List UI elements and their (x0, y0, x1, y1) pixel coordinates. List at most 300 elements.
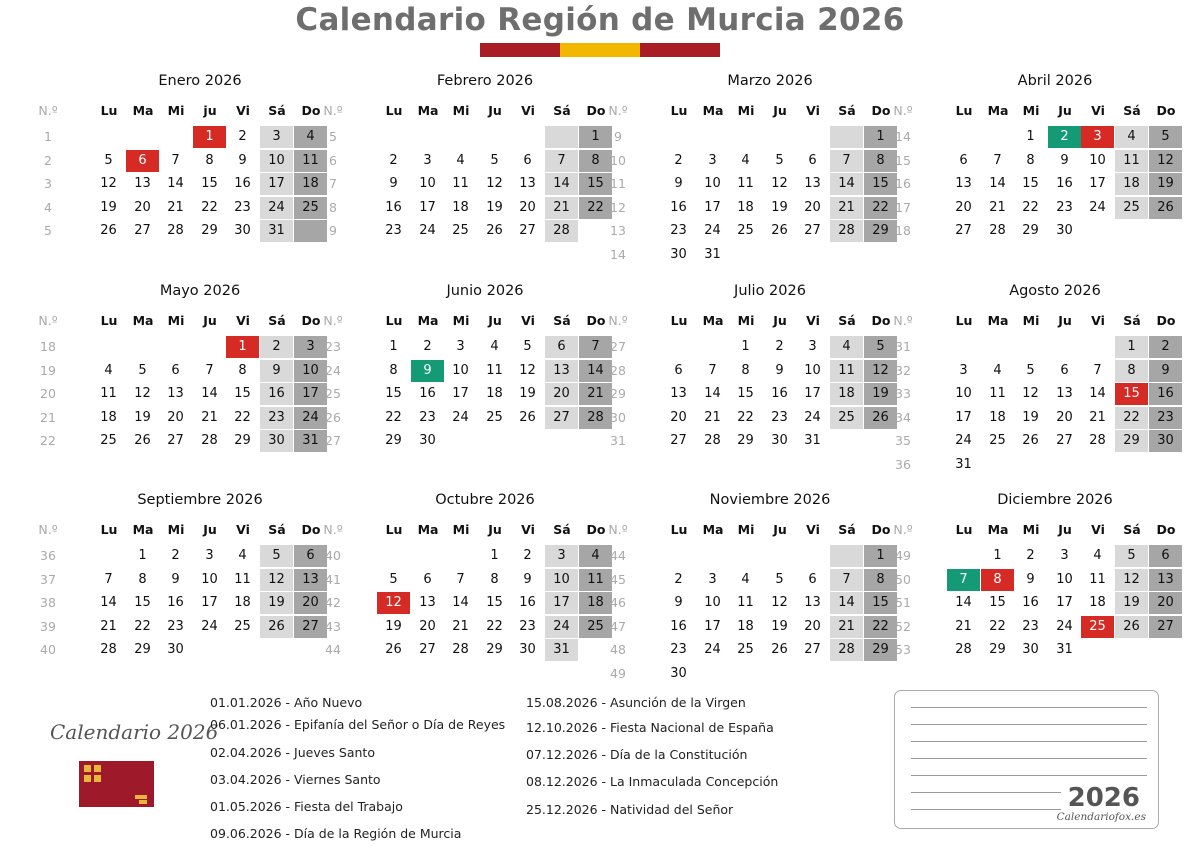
day-cell: 4 (238, 548, 247, 563)
castle-icon (84, 765, 91, 772)
day-cell: 23 (1056, 199, 1073, 215)
month-title: Abril 2026 (1017, 73, 1093, 89)
day-cell: 22 (864, 197, 897, 219)
day-cell: 8 (238, 362, 247, 378)
weekday-label: Ma (132, 103, 154, 118)
day-cell: 15 (234, 386, 251, 401)
weekday-label: Lu (100, 103, 118, 118)
week-number-header: N.º (608, 522, 628, 537)
day-cell: 15 (1115, 383, 1148, 405)
day-cell: 25 (737, 642, 754, 657)
weekday-label: Ju (203, 522, 217, 537)
week-number-header: N.º (323, 522, 343, 537)
day-cell: 26 (1149, 197, 1182, 219)
week-number: 24 (325, 362, 341, 378)
day-cell: 14 (704, 386, 721, 401)
day-cell: 14 (830, 592, 863, 614)
day-cell: 21 (545, 197, 578, 219)
day-cell: 2 (523, 548, 532, 563)
day-cell: 25 (1115, 197, 1148, 219)
day-cell: 19 (385, 618, 402, 634)
weekday-label: Mi (737, 313, 755, 328)
day-cell: 27 (519, 223, 536, 238)
weekday-label: Vi (806, 103, 820, 118)
weekday-label: Lu (385, 103, 403, 118)
week-number: 19 (40, 362, 56, 378)
weekday-label: Vi (236, 103, 250, 118)
day-cell: 2 (260, 336, 293, 358)
day-cell: 30 (419, 433, 436, 448)
day-cell: 26 (486, 223, 503, 238)
weekday-label: Vi (1091, 103, 1105, 118)
week-number: 29 (610, 386, 626, 401)
weekday-label: Lu (670, 313, 688, 328)
week-number: 12 (610, 199, 626, 215)
day-cell: 1 (226, 336, 259, 358)
day-cell: 7 (456, 571, 465, 587)
day-cell: 2 (171, 548, 180, 563)
day-cell: 4 (830, 336, 863, 358)
weekday-label: Lu (100, 313, 118, 328)
week-number: 16 (895, 176, 911, 191)
day-cell: 28 (989, 223, 1006, 238)
weekday-label: Mi (1022, 103, 1040, 118)
day-cell: 24 (260, 197, 293, 219)
week-number: 34 (895, 409, 911, 425)
week-number: 27 (325, 433, 341, 448)
day-cell: 4 (490, 339, 499, 354)
day-cell: 25 (452, 223, 469, 238)
weekday-label: Ma (987, 103, 1009, 118)
day-cell: 26 (134, 433, 151, 448)
day-cell: 11 (452, 176, 469, 191)
day-cell: 2 (674, 571, 683, 587)
day-cell: 21 (955, 618, 972, 634)
note-line (911, 775, 1147, 776)
day-cell: 31 (294, 430, 327, 452)
weekday-label: Do (301, 103, 321, 118)
day-cell: 17 (419, 199, 436, 215)
day-cell: 30 (1056, 223, 1073, 238)
day-cell: 17 (260, 173, 293, 195)
day-cell: 25 (1081, 616, 1114, 638)
stripe-red-right (640, 43, 720, 57)
notes-box (894, 690, 1159, 829)
day-cell: 22 (989, 618, 1006, 634)
day-cell: 9 (674, 595, 683, 610)
day-cell: 13 (419, 595, 436, 610)
day-cell: 31 (704, 246, 721, 262)
day-cell: 4 (741, 152, 750, 168)
day-cell: 25 (579, 616, 612, 638)
week-number: 27 (610, 339, 626, 354)
day-cell: 12 (1149, 150, 1182, 172)
day-cell: 21 (830, 197, 863, 219)
day-cell: 28 (830, 639, 863, 661)
day-cell: 12 (771, 176, 788, 191)
day-cell: 16 (670, 199, 687, 215)
day-cell: 26 (1022, 433, 1039, 448)
day-cell: 14 (579, 360, 612, 382)
weekday-label: Ju (1058, 522, 1072, 537)
day-cell: 29 (737, 433, 754, 448)
month-title: Febrero 2026 (436, 73, 534, 89)
day-cell: 14 (830, 173, 863, 195)
day-cell: 26 (519, 409, 536, 425)
day-cell: 1 (579, 126, 612, 148)
month-title: Octubre 2026 (435, 492, 535, 508)
day-cell: 9 (523, 571, 532, 587)
day-cell: 4 (993, 362, 1002, 378)
day-cell: 9 (260, 360, 293, 382)
day-cell: 1 (193, 126, 226, 148)
day-cell: 4 (579, 545, 612, 567)
day-cell: 18 (1115, 173, 1148, 195)
day-cell: 17 (294, 383, 327, 405)
day-cell: 19 (1149, 173, 1182, 195)
weekday-label: Vi (521, 522, 535, 537)
day-cell: 13 (134, 176, 151, 191)
day-cell: 31 (545, 639, 578, 661)
day-cell: 21 (704, 409, 721, 425)
weekday-label: Mi (1022, 313, 1040, 328)
day-cell: 13 (670, 386, 687, 401)
day-cell: 2 (1026, 548, 1035, 563)
day-cell: 20 (1056, 409, 1073, 425)
day-cell: 28 (452, 642, 469, 657)
day-cell: 29 (1022, 223, 1039, 238)
week-number-header: N.º (608, 313, 628, 328)
day-cell: 14 (100, 595, 117, 610)
day-cell: 10 (1056, 571, 1073, 587)
day-cell: 6 (423, 571, 432, 587)
day-cell: 3 (808, 339, 817, 354)
weekday-label: Vi (806, 522, 820, 537)
castle-icon (94, 765, 101, 772)
day-cell: 12 (1115, 569, 1148, 591)
week-number: 1 (44, 129, 52, 144)
weekday-label: Lu (385, 522, 403, 537)
day-cell: 2 (1048, 126, 1081, 148)
weekday-label: Lu (385, 313, 403, 328)
day-cell: 7 (1093, 362, 1102, 378)
day-cell: 18 (579, 592, 612, 614)
day-cell: 2 (674, 152, 683, 168)
day-cell: 11 (294, 150, 327, 172)
day-cell: 7 (171, 152, 180, 168)
day-cell: 31 (804, 433, 821, 448)
day-cell: 27 (545, 407, 578, 429)
weekday-label: Sá (1123, 522, 1141, 537)
day-cell: 27 (294, 616, 327, 638)
day-cell: 17 (704, 618, 721, 634)
day-cell: 3 (205, 548, 214, 563)
day-cell: 12 (771, 595, 788, 610)
day-cell: 1 (1115, 336, 1148, 358)
weekday-label: Ma (417, 522, 439, 537)
day-cell: 8 (579, 150, 612, 172)
day-cell: 8 (1026, 152, 1035, 168)
weekday-label: Ju (488, 313, 502, 328)
week-number: 45 (610, 571, 626, 587)
day-cell: 15 (579, 173, 612, 195)
weekday-label: Lu (955, 103, 973, 118)
day-cell: 31 (260, 220, 293, 242)
day-cell: 10 (704, 176, 721, 191)
day-cell: 1 (741, 339, 750, 354)
day-cell: 5 (104, 152, 113, 168)
day-cell: 27 (134, 223, 151, 238)
week-number: 21 (40, 409, 56, 425)
holiday-item: 03.04.2026 - Viernes Santo (210, 772, 381, 787)
day-cell: 11 (737, 176, 754, 191)
month-title: Enero 2026 (158, 73, 242, 89)
week-number: 35 (895, 433, 911, 448)
empty-weekend-cell (830, 545, 863, 567)
weekday-label: Mi (167, 313, 185, 328)
day-cell: 10 (955, 386, 972, 401)
week-number: 4 (44, 199, 52, 215)
day-cell: 3 (959, 362, 968, 378)
week-number-header: N.º (323, 103, 343, 118)
week-number-header: N.º (893, 522, 913, 537)
day-cell: 19 (1115, 592, 1148, 614)
weekday-label: Sá (838, 522, 856, 537)
day-cell: 9 (674, 176, 683, 191)
day-cell: 22 (234, 409, 251, 425)
day-cell: 12 (260, 569, 293, 591)
note-line (911, 792, 1061, 793)
day-cell: 17 (955, 409, 972, 425)
weekday-label: Mi (167, 103, 185, 118)
weekday-label: Sá (553, 522, 571, 537)
week-number: 20 (40, 386, 56, 401)
week-number: 40 (325, 548, 341, 563)
day-cell: 17 (452, 386, 469, 401)
day-cell: 12 (486, 176, 503, 191)
day-cell: 5 (260, 545, 293, 567)
day-cell: 21 (579, 383, 612, 405)
day-cell: 13 (294, 569, 327, 591)
notes-site: Calendariofox.es (1056, 811, 1146, 823)
day-cell: 23 (167, 618, 184, 634)
day-cell: 8 (389, 362, 398, 378)
day-cell: 29 (201, 223, 218, 238)
day-cell: 12 (134, 386, 151, 401)
day-cell: 20 (545, 383, 578, 405)
weekday-label: Ju (773, 522, 787, 537)
day-cell: 8 (490, 571, 499, 587)
day-cell: 3 (1060, 548, 1069, 563)
day-cell: 3 (294, 336, 327, 358)
day-cell: 2 (238, 129, 247, 144)
week-number: 2 (44, 152, 52, 168)
day-cell: 29 (234, 433, 251, 448)
day-cell: 22 (385, 409, 402, 425)
week-number: 5 (44, 223, 52, 238)
day-cell: 21 (1089, 409, 1106, 425)
day-cell: 27 (167, 433, 184, 448)
day-cell: 23 (519, 618, 536, 634)
day-cell: 27 (804, 642, 821, 657)
day-cell: 18 (1089, 595, 1106, 610)
day-cell: 28 (830, 220, 863, 242)
day-cell: 24 (1089, 199, 1106, 215)
day-cell: 14 (545, 173, 578, 195)
day-cell: 2 (1149, 336, 1182, 358)
day-cell: 18 (452, 199, 469, 215)
weekday-label: Lu (670, 522, 688, 537)
day-cell: 29 (385, 433, 402, 448)
day-cell: 24 (419, 223, 436, 238)
day-cell: 1 (993, 548, 1002, 563)
day-cell: 16 (670, 618, 687, 634)
day-cell: 10 (260, 150, 293, 172)
day-cell: 20 (804, 199, 821, 215)
day-cell: 6 (523, 152, 532, 168)
day-cell: 6 (126, 150, 159, 172)
week-number: 40 (40, 642, 56, 657)
weekday-label: Sá (268, 522, 286, 537)
day-cell: 3 (423, 152, 432, 168)
day-cell: 24 (704, 223, 721, 238)
day-cell: 4 (294, 126, 327, 148)
day-cell: 21 (989, 199, 1006, 215)
day-cell: 11 (830, 360, 863, 382)
day-cell: 30 (1149, 430, 1182, 452)
weekday-label: Sá (1123, 313, 1141, 328)
day-cell: 5 (864, 336, 897, 358)
day-cell: 23 (419, 409, 436, 425)
day-cell: 15 (134, 595, 151, 610)
weekday-label: Do (586, 313, 606, 328)
stripe-yellow (560, 43, 640, 57)
week-number: 30 (610, 409, 626, 425)
week-number: 10 (610, 152, 626, 168)
day-cell: 8 (864, 150, 897, 172)
stripe-red-left (480, 43, 560, 57)
day-cell: 22 (737, 409, 754, 425)
day-cell: 25 (100, 433, 117, 448)
week-number: 9 (614, 129, 622, 144)
day-cell: 25 (294, 197, 327, 219)
day-cell: 23 (670, 642, 687, 657)
day-cell: 16 (234, 176, 251, 191)
murcia-flag-icon (79, 761, 154, 807)
week-number: 31 (610, 433, 626, 448)
week-number: 48 (610, 642, 626, 657)
weekday-label: Do (301, 313, 321, 328)
day-cell: 19 (486, 199, 503, 215)
weekday-label: Vi (236, 522, 250, 537)
day-cell: 18 (737, 618, 754, 634)
month-title: Agosto 2026 (1009, 283, 1101, 299)
day-cell: 9 (1149, 360, 1182, 382)
day-cell: 17 (545, 592, 578, 614)
weekday-label: Lu (100, 522, 118, 537)
castle-icon (94, 775, 101, 782)
week-number: 36 (40, 548, 56, 563)
day-cell: 9 (238, 152, 247, 168)
weekday-label: Do (871, 522, 891, 537)
weekday-label: Mi (737, 522, 755, 537)
weekday-label: Mi (452, 522, 470, 537)
day-cell: 14 (452, 595, 469, 610)
day-cell: 18 (294, 173, 327, 195)
weekday-label: Sá (838, 103, 856, 118)
day-cell: 28 (201, 433, 218, 448)
day-cell: 12 (864, 360, 897, 382)
week-number: 37 (40, 571, 56, 587)
day-cell: 27 (955, 223, 972, 238)
day-cell: 7 (830, 150, 863, 172)
weekday-label: Vi (236, 313, 250, 328)
weekday-label: Mi (167, 522, 185, 537)
week-number: 11 (610, 176, 626, 191)
day-cell: 4 (104, 362, 113, 378)
day-cell: 22 (1022, 199, 1039, 215)
day-cell: 30 (167, 642, 184, 657)
day-cell: 20 (419, 618, 436, 634)
day-cell: 14 (1089, 386, 1106, 401)
week-number: 14 (610, 246, 626, 262)
day-cell: 22 (579, 197, 612, 219)
day-cell: 15 (201, 176, 218, 191)
day-cell: 17 (1089, 176, 1106, 191)
day-cell: 12 (377, 592, 410, 614)
day-cell: 3 (260, 126, 293, 148)
week-number: 5 (329, 129, 337, 144)
day-cell: 25 (830, 407, 863, 429)
day-cell: 2 (423, 339, 432, 354)
weekday-label: Do (871, 313, 891, 328)
day-cell: 24 (452, 409, 469, 425)
day-cell: 13 (1056, 386, 1073, 401)
day-cell: 15 (864, 173, 897, 195)
day-cell: 29 (864, 220, 897, 242)
week-number: 15 (895, 152, 911, 168)
week-number: 17 (895, 199, 911, 215)
day-cell: 26 (771, 642, 788, 657)
week-number: 32 (895, 362, 911, 378)
weekday-label: Do (586, 522, 606, 537)
week-number-header: N.º (893, 313, 913, 328)
day-cell: 15 (486, 595, 503, 610)
weekday-label: Ma (987, 522, 1009, 537)
crown-icon (135, 795, 147, 799)
day-cell: 11 (486, 362, 503, 378)
day-cell: 6 (808, 571, 817, 587)
day-cell: 6 (674, 362, 683, 378)
day-cell: 24 (545, 616, 578, 638)
week-number: 26 (325, 409, 341, 425)
day-cell: 17 (201, 595, 218, 610)
day-cell: 4 (1115, 126, 1148, 148)
weekday-label: Ju (773, 313, 787, 328)
day-cell: 1 (864, 545, 897, 567)
day-cell: 23 (385, 223, 402, 238)
day-cell: 15 (385, 386, 402, 401)
week-number: 7 (329, 176, 337, 191)
day-cell: 10 (419, 176, 436, 191)
day-cell: 5 (523, 339, 532, 354)
day-cell: 21 (201, 409, 218, 425)
day-cell: 1 (1026, 129, 1035, 144)
crown-icon (139, 800, 147, 804)
week-number: 25 (325, 386, 341, 401)
day-cell: 10 (545, 569, 578, 591)
day-cell: 25 (737, 223, 754, 238)
